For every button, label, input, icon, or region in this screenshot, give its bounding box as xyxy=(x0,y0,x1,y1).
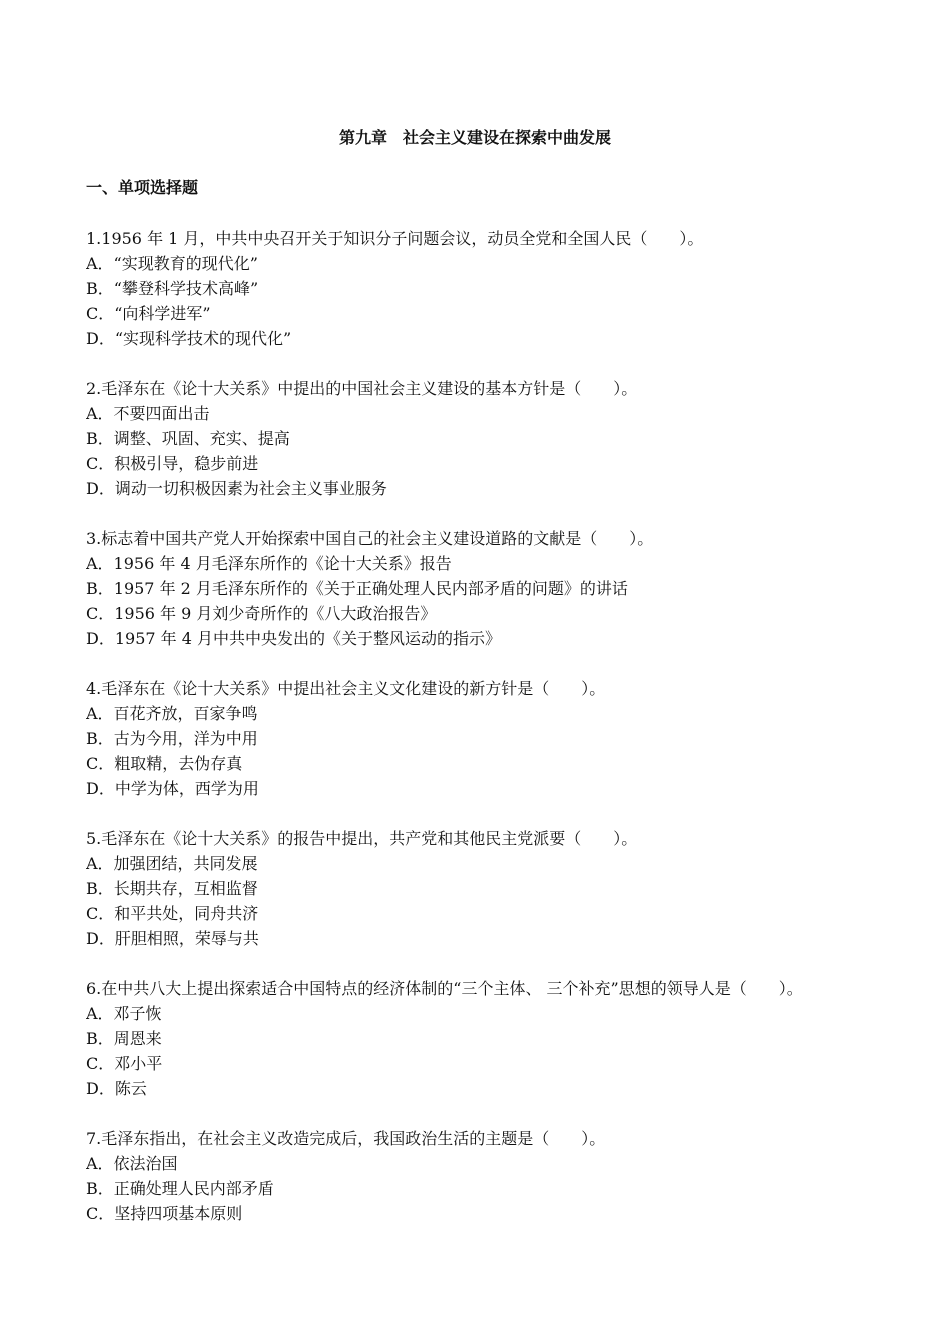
option-b: B．1957 年 2 月毛泽东所作的《关于正确处理人民内部矛盾的问题》的讲话 xyxy=(86,579,628,598)
option-c: C．坚持四项基本原则 xyxy=(86,1204,243,1223)
option-d: D．肝胆相照，荣辱与共 xyxy=(86,929,259,948)
option-d: D．“实现科学技术的现代化” xyxy=(86,329,292,348)
section-heading: 一、单项选择题 xyxy=(86,178,199,197)
option-c: C．1956 年 9 月刘少奇所作的《八大政治报告》 xyxy=(86,604,437,623)
option-a: A．“实现教育的现代化” xyxy=(86,254,258,273)
question-stem: 5.毛泽东在《论十大关系》的报告中提出，共产党和其他民主党派要（ ）。 xyxy=(86,829,638,848)
option-a: A．百花齐放，百家争鸣 xyxy=(86,704,258,723)
option-b: B．周恩来 xyxy=(86,1029,162,1048)
option-b: B．调整、巩固、充实、提高 xyxy=(86,429,290,448)
question-3 xyxy=(86,526,876,651)
question-1 xyxy=(86,226,876,351)
option-a: A．依法治国 xyxy=(86,1154,178,1173)
option-c: C．粗取精，去伪存真 xyxy=(86,754,243,773)
question-stem: 1.1956 年 1 月，中共中央召开关于知识分子问题会议，动员全党和全国人民（ ）。 xyxy=(86,229,704,248)
option-c: C．“向科学进军” xyxy=(86,304,211,323)
option-c: C．邓小平 xyxy=(86,1054,163,1073)
option-c: C．积极引导，稳步前进 xyxy=(86,454,259,473)
question-5 xyxy=(86,826,876,951)
question-list xyxy=(86,226,876,1251)
option-b: B．古为今用，洋为中用 xyxy=(86,729,258,748)
option-d: D．中学为体，西学为用 xyxy=(86,779,259,798)
question-7 xyxy=(86,1126,876,1226)
question-2 xyxy=(86,376,876,501)
question-stem: 2.毛泽东在《论十大关系》中提出的中国社会主义建设的基本方针是（ ）。 xyxy=(86,379,638,398)
option-a: A．不要四面出击 xyxy=(86,404,210,423)
option-d: D．陈云 xyxy=(86,1079,147,1098)
option-b: B．长期共存，互相监督 xyxy=(86,879,258,898)
question-stem: 3.标志着中国共产党人开始探索中国自己的社会主义建设道路的文献是（ ）。 xyxy=(86,529,654,548)
chapter-title: 第九章 社会主义建设在探索中曲发展 xyxy=(338,128,611,147)
question-stem: 4.毛泽东在《论十大关系》中提出社会主义文化建设的新方针是（ ）。 xyxy=(86,679,606,698)
question-4 xyxy=(86,676,876,801)
option-a: A．加强团结，共同发展 xyxy=(86,854,258,873)
option-a: A．邓子恢 xyxy=(86,1004,162,1023)
option-b: B．正确处理人民内部矛盾 xyxy=(86,1179,274,1198)
option-c: C．和平共处，同舟共济 xyxy=(86,904,259,923)
question-6 xyxy=(86,976,876,1101)
option-a: A．1956 年 4 月毛泽东所作的《论十大关系》报告 xyxy=(86,554,452,573)
option-d: D．调动一切积极因素为社会主义事业服务 xyxy=(86,479,387,498)
question-stem: 7.毛泽东指出，在社会主义改造完成后，我国政治生活的主题是（ ）。 xyxy=(86,1129,606,1148)
question-stem: 6.在中共八大上提出探索适合中国特点的经济体制的“三个主体、 三个补充”思想的领导人是（ ）。 xyxy=(86,979,803,998)
option-b: B．“攀登科学技术高峰” xyxy=(86,279,259,298)
option-d: D．1957 年 4 月中共中央发出的《关于整风运动的指示》 xyxy=(86,629,501,648)
